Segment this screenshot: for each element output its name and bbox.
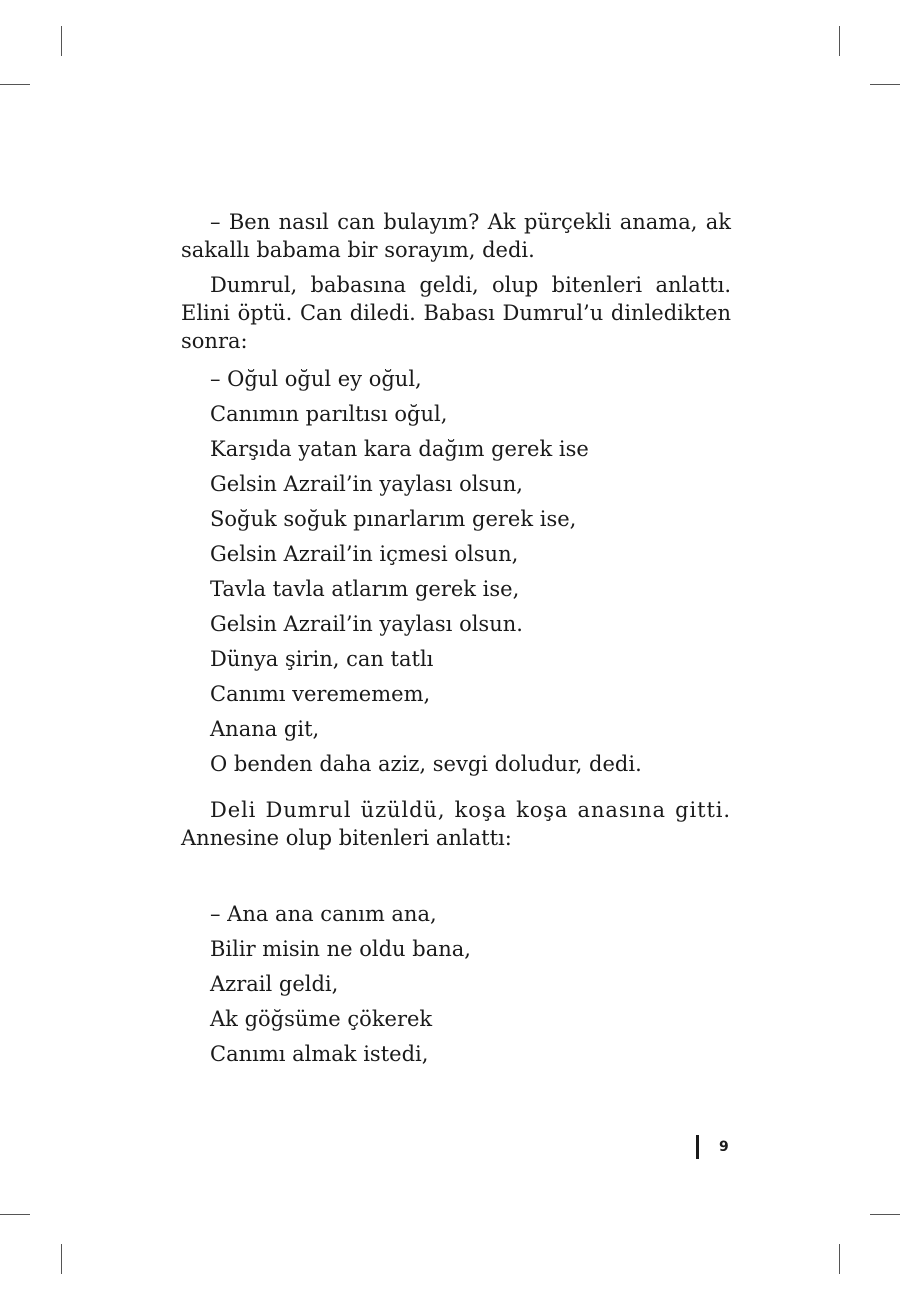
verse-line: Soğuk soğuk pınarlarım gerek ise, (210, 507, 577, 531)
crop-mark (839, 26, 840, 56)
verse-line: – Oğul oğul ey oğul, (210, 367, 422, 391)
paragraph-line: Deli Dumrul üzüldü, koşa koşa anasına gitti. (210, 798, 731, 822)
verse-line: Dünya şirin, can tatlı (210, 647, 434, 671)
verse-line: Canımın parıltısı oğul, (210, 402, 448, 426)
body-text-bottom (181, 897, 731, 1072)
verse-line: Azrail geldi, (210, 972, 339, 996)
crop-mark (61, 1244, 62, 1274)
crop-mark (61, 26, 62, 56)
body-text-middle (181, 796, 731, 859)
verse-line: O benden daha aziz, sevgi doludur, dedi. (210, 752, 642, 776)
page-number: 9 (719, 1139, 729, 1155)
verse-line: Ak göğsüme çökerek (210, 1007, 433, 1031)
body-text-top (181, 208, 731, 782)
son-verse (181, 897, 731, 1072)
paragraph: Dumrul, babasına geldi, olup bitenleri anlattı. Elini öptü. Can diledi. Babası Dumrul’u dinledikten sonra: (181, 273, 731, 353)
page-folio (696, 1135, 729, 1159)
crop-mark (0, 1214, 30, 1215)
paragraph (181, 796, 731, 852)
crop-mark (839, 1244, 840, 1274)
verse-line: Canımı almak istedi, (210, 1042, 429, 1066)
father-verse (181, 362, 731, 782)
paragraph: – Ben nasıl can bulayım? Ak pürçekli anama, ak sakallı babama bir sorayım, dedi. (181, 210, 731, 262)
paragraph-line: Annesine olup bitenleri anlattı: (181, 826, 512, 850)
verse-line: Gelsin Azrail’in yaylası olsun. (210, 612, 523, 636)
crop-mark (870, 1214, 900, 1215)
verse-line: Anana git, (210, 717, 320, 741)
verse-line: Gelsin Azrail’in yaylası olsun, (210, 472, 523, 496)
verse-line: Bilir misin ne oldu bana, (210, 937, 471, 961)
verse-line: – Ana ana canım ana, (210, 902, 437, 926)
verse-line: Karşıda yatan kara dağım gerek ise (210, 437, 589, 461)
verse-line: Tavla tavla atlarım gerek ise, (210, 577, 520, 601)
verse-line: Gelsin Azrail’in içmesi olsun, (210, 542, 519, 566)
crop-mark (0, 84, 30, 85)
folio-bar (696, 1135, 699, 1159)
verse-line: Canımı verememem, (210, 682, 431, 706)
crop-mark (870, 84, 900, 85)
